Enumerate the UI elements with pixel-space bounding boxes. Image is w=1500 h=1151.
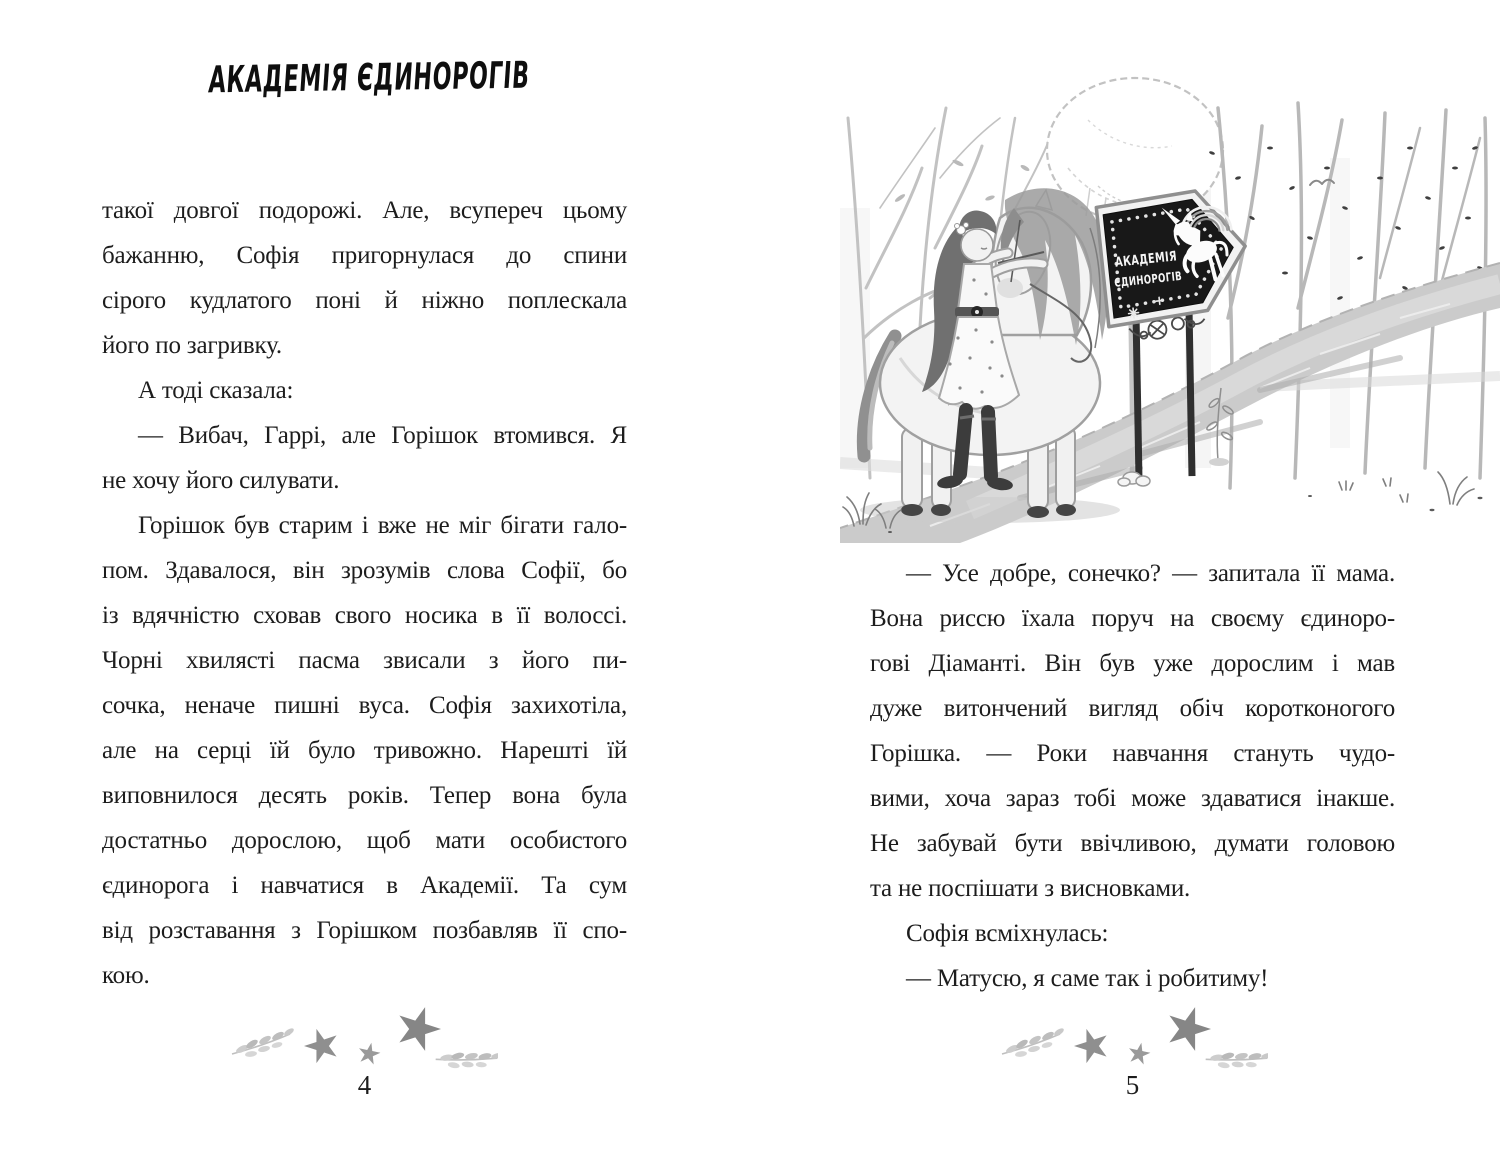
star-icon	[1070, 1024, 1113, 1066]
text-line: виповнилося десять років. Тепер вона була	[102, 782, 627, 809]
paragraph	[870, 911, 1395, 956]
text-line: Горішок був старим і вже не міг бігати гало-	[138, 512, 627, 539]
page-number-left: 4	[357, 1070, 372, 1100]
star-icon	[356, 1040, 382, 1065]
text-line: єдинорога і навчатися в Академії. Та сум	[102, 872, 627, 899]
text-line: Чорні хвилясті пасма звисали з його пи-	[102, 647, 627, 674]
text-line: такої довгої подорожі. Але, всупереч цьому	[102, 197, 627, 224]
star-icon	[300, 1024, 343, 1066]
illustration-girl-pony-sign	[840, 58, 1500, 543]
text-line: але на серці їй було тривожно. Нарешті їй	[102, 737, 627, 764]
star-icon	[1161, 1004, 1215, 1053]
page-number-right: 5	[1125, 1070, 1140, 1100]
star-icon	[1126, 1040, 1152, 1065]
paragraph	[102, 503, 627, 998]
paragraph	[102, 413, 627, 503]
text-line: сочка, неначе пишні вуса. Софія захихотіла,	[102, 692, 627, 719]
paragraph	[102, 188, 627, 368]
text-line: Горішка. — Роки навчання стануть чудо-	[870, 740, 1395, 767]
text-line: Вона риссю їхала поруч на своєму єдиноро-	[870, 605, 1395, 632]
text-line: достатньо дорослою, щоб мати особистого	[102, 827, 627, 854]
text-line: вими, хоча зараз тобі може здаватися інакше.	[870, 785, 1395, 812]
book-header	[102, 53, 627, 102]
text-line: — Вибач, Гаррі, але Горішок втомився. Я	[138, 422, 627, 449]
text-line: сірого кудлатого поні й ніжно поплескала	[102, 287, 627, 314]
text-line: пом. Здавалося, він зрозумів слова Софії, бо	[102, 557, 627, 584]
text-line: Не забувай бути ввічливою, думати головою	[870, 830, 1395, 857]
text-line: не хочу його силувати.	[102, 467, 340, 494]
text-line: дуже витончений вигляд обіч коротконогого	[870, 695, 1395, 722]
text-line: його по загривку.	[102, 332, 282, 359]
branch-left-icon	[1002, 1027, 1065, 1058]
text-line: гові Діаманті. Він був уже дорослим і мав	[870, 650, 1395, 677]
left-page-text	[102, 188, 627, 998]
sign-title-line2: ЄДИНОРОГІВ	[1113, 266, 1210, 290]
right-page-text	[870, 551, 1395, 1001]
text-line: бажанню, Софія пригорнулася до спини	[102, 242, 627, 269]
sign-title-line1: АКАДЕМІЯ	[1114, 245, 1202, 271]
text-line: та не поспішати з висновками.	[870, 875, 1191, 902]
text-line: кою.	[102, 962, 150, 989]
text-line: — Усе добре, сонечко? — запитала її мама.	[906, 560, 1395, 587]
paragraph	[870, 551, 1395, 911]
branch-left-icon	[232, 1027, 295, 1058]
text-line: — Матусю, я саме так і робитиму!	[906, 965, 1269, 992]
text-line: із вдячністю сховав свого носика в її волоссі.	[102, 602, 627, 629]
paragraph	[102, 368, 627, 413]
book-title-logo: АКАДЕМІЯ ЄДИНОРОГІВ	[207, 53, 532, 102]
paragraph	[870, 956, 1395, 1001]
text-line: Софія всміхнулась:	[906, 920, 1109, 947]
star-icon	[391, 1004, 445, 1053]
text-line: від розставання з Горішком позбавляв її спо-	[102, 917, 627, 944]
text-line: А тоді сказала:	[138, 377, 294, 404]
